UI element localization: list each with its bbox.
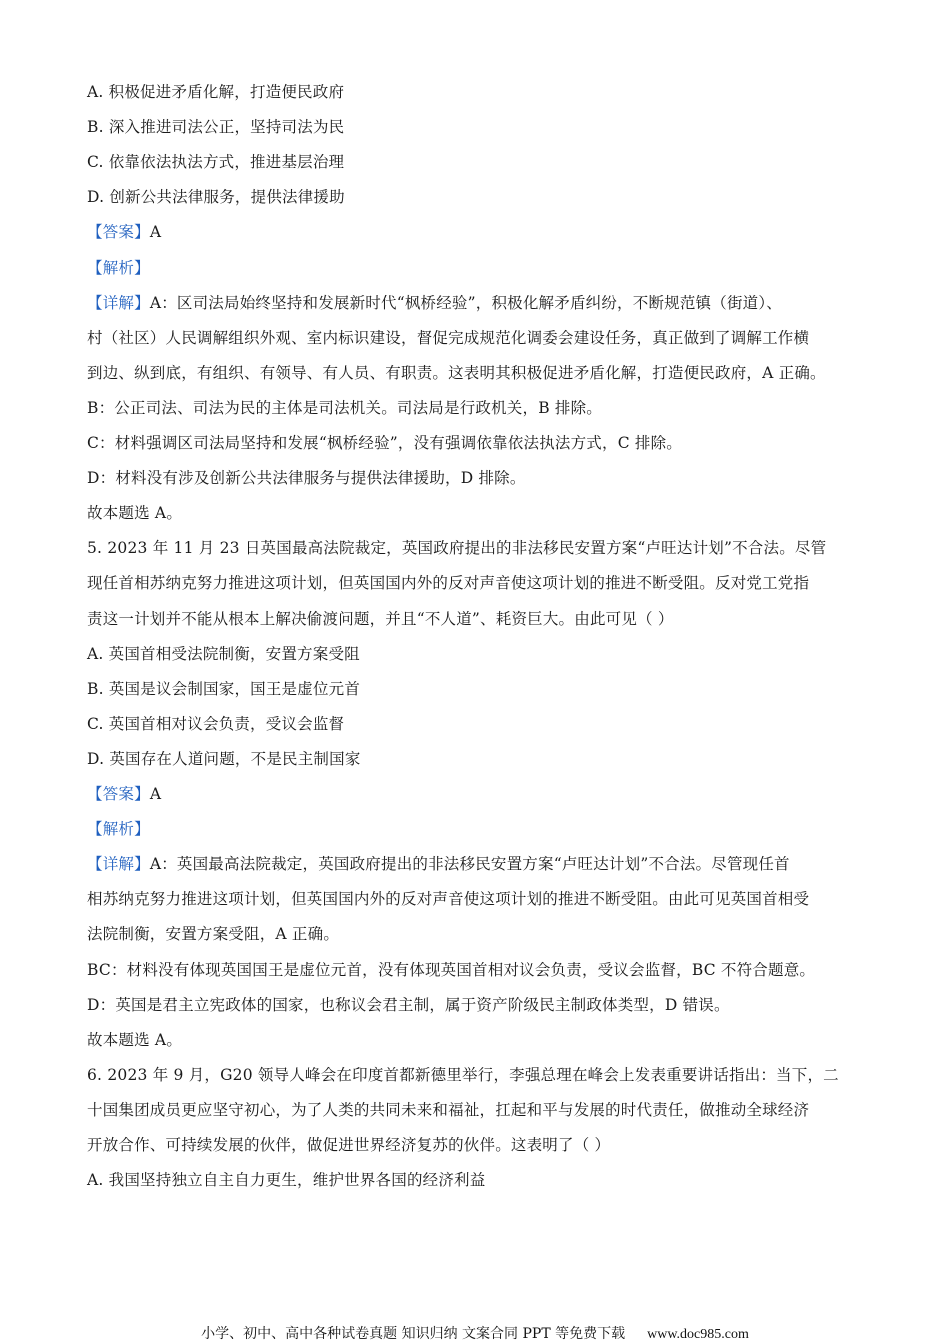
text-line: C. 英国首相对议会负责，受议会监督 [87, 714, 345, 733]
text-line: 故本题选 A。 [87, 1030, 183, 1049]
text-line [87, 784, 161, 804]
text-line: 村（社区）人民调解组织外观、室内标识建设，督促完成规范化调委会建设任务，真正做到了调解工作横 [87, 328, 810, 347]
section-tag: 【答案】 [87, 223, 150, 242]
section-tag: 【解析】 [87, 258, 150, 277]
text-line: A. 英国首相受法院制衡，安置方案受阻 [87, 644, 360, 663]
text-line: D. 英国存在人道问题，不是民主制国家 [87, 749, 361, 768]
text-line: B. 英国是议会制国家，国王是虚位元首 [87, 679, 361, 698]
section-text: A：英国最高法院裁定，英国政府提出的非法移民安置方案“卢旺达计划”不合法。尽管现任首 [149, 855, 790, 874]
text-line: D：材料没有涉及创新公共法律服务与提供法律援助，D 排除。 [87, 469, 526, 488]
text-line: 责这一计划并不能从根本上解决偷渡问题，并且“不人道”、耗资巨大。由此可见（ ） [87, 609, 674, 628]
text-line: 开放合作、可持续发展的伙伴，做促进世界经济复苏的伙伴。这表明了（ ） [87, 1136, 611, 1154]
text-line [87, 819, 150, 839]
text-line [87, 293, 782, 313]
text-line [87, 258, 150, 278]
text-line: 相苏纳克努力推进这项计划，但英国国内外的反对声音使这项计划的推进不断受阻。由此可见英国首相受 [87, 890, 810, 909]
section-text: A：区司法局始终坚持和发展新时代“枫桥经验”，积极化解矛盾纠纷，不断规范镇（街道）、 [149, 293, 783, 312]
text-line: 现任首相苏纳克努力推进这项计划，但英国国内外的反对声音使这项计划的推进不断受阻。反对党工党指 [87, 574, 810, 593]
text-line: A. 我国坚持独立自主自力更生，维护世界各国的经济利益 [87, 1171, 486, 1190]
text-line: D：英国是君主立宪政体的国家，也称议会君主制，属于资产阶级民主制政体类型，D 错误。 [87, 995, 730, 1014]
text-line: C. 依靠依法执法方式，推进基层治理 [87, 153, 345, 172]
text-line: C：材料强调区司法局坚持和发展“枫桥经验”，没有强调依靠依法执法方式，C 排除。 [87, 434, 682, 452]
section-tag: 【解析】 [87, 820, 150, 839]
text-line [87, 222, 161, 242]
text-line: 5. 2023 年 11 月 23 日英国最高法院裁定，英国政府提出的非法移民安置方案“卢旺达计划”不合法。尽管 [87, 539, 827, 558]
text-line: B：公正司法、司法为民的主体是司法机关。司法局是行政机关，B 排除。 [87, 398, 603, 417]
text-line: 到边、纵到底，有组织、有领导、有人员、有职责。这表明其积极促进矛盾化解，打造便民政府，A 正确。 [87, 363, 826, 382]
text-line: B. 深入推进司法公正，坚持司法为民 [87, 118, 345, 137]
section-tag: 【答案】 [87, 785, 150, 803]
section-text: A [149, 223, 162, 242]
text-line: 十国集团成员更应坚守初心，为了人类的共同未来和福祉，扛起和平与发展的时代责任，做推动全球经济 [87, 1100, 810, 1119]
footer-url[interactable]: www.doc985.com [647, 1327, 749, 1342]
section-tag: 【详解】 [87, 293, 150, 312]
text-line: 法院制衡，安置方案受阻，A 正确。 [87, 925, 340, 944]
text-line: 故本题选 A。 [87, 504, 183, 523]
text-line: A. 积极促进矛盾化解，打造便民政府 [87, 83, 345, 101]
section-tag: 【详解】 [87, 855, 150, 874]
text-line: 6. 2023 年 9 月，G20 领导人峰会在印度首都新德里举行，李强总理在峰会上发表重要讲话指出：当下，二 [87, 1065, 839, 1084]
footer-text: 小学、初中、高中各种试卷真题 知识归纳 文案合同 PPT 等免费下载 [201, 1326, 626, 1342]
text-line: BC：材料没有体现英国国王是虚位元首，没有体现英国首相对议会负责，受议会监督，BC 不符合题意。 [87, 960, 816, 979]
text-line [87, 854, 790, 874]
section-text: A [149, 785, 162, 803]
text-line: D. 创新公共法律服务，提供法律援助 [87, 188, 345, 207]
page-footer [0, 1323, 950, 1343]
